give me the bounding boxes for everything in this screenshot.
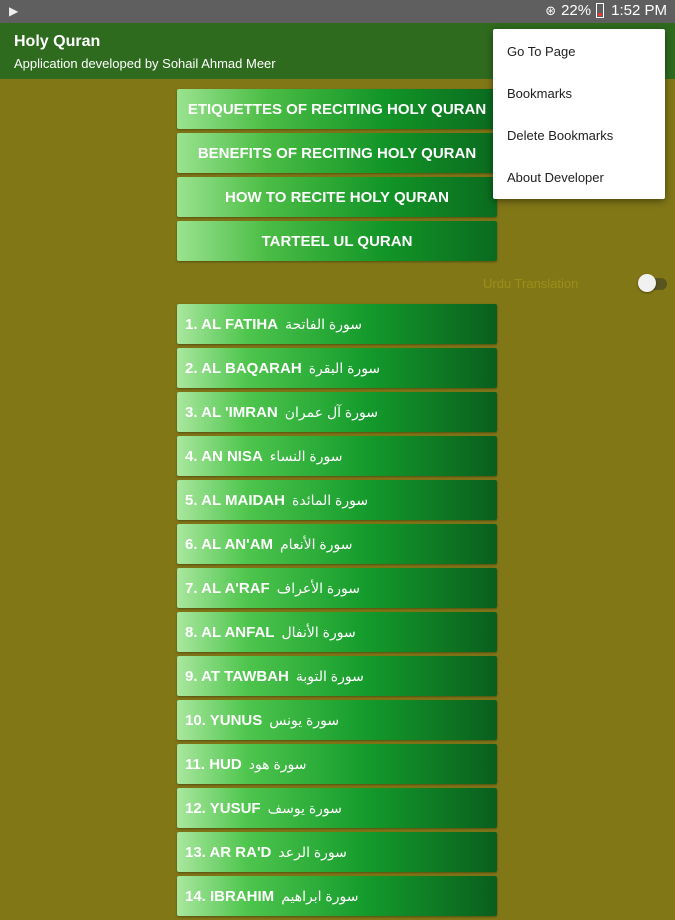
- translation-toggle-row: [483, 273, 673, 295]
- surah-arabic-name: سورة الرعد: [278, 843, 347, 860]
- surah-name: 1. AL FATIHA: [185, 315, 279, 333]
- surah-arabic-name: سورة التوبة: [295, 667, 364, 684]
- topic-button-how-to-recite[interactable]: HOW TO RECITE HOLY QURAN: [177, 177, 497, 217]
- surah-arabic-name: سورة ابراهيم: [281, 887, 359, 904]
- surah-arabic-name: سورة المائدة: [292, 491, 369, 508]
- menu-item-go-to-page[interactable]: Go To Page: [507, 43, 576, 59]
- surah-item[interactable]: [177, 832, 497, 872]
- battery-icon: [596, 3, 604, 18]
- surah-item[interactable]: [177, 744, 497, 784]
- surah-arabic-name: سورة الأنفال: [281, 623, 356, 640]
- play-icon: ▶: [9, 4, 19, 18]
- menu-item-about-developer[interactable]: About Developer: [507, 169, 604, 185]
- status-indicators: [545, 2, 667, 19]
- surah-item[interactable]: [177, 392, 497, 432]
- surah-name: 9. AT TAWBAH: [185, 667, 289, 685]
- surah-item[interactable]: [177, 436, 497, 476]
- app-title: Holy Quran: [14, 33, 101, 50]
- surah-name: 12. YUSUF: [185, 799, 261, 817]
- surah-name: 8. AL ANFAL: [185, 623, 275, 641]
- surah-name: 11. HUD: [185, 755, 242, 773]
- topic-button-benefits[interactable]: BENEFITS OF RECITING HOLY QURAN: [177, 133, 497, 173]
- surah-item[interactable]: [177, 304, 497, 344]
- translation-toggle-label: Urdu Translation: [483, 276, 579, 291]
- surah-name: 7. AL A'RAF: [185, 579, 270, 597]
- surah-item[interactable]: [177, 568, 497, 608]
- surah-item[interactable]: [177, 656, 497, 696]
- clock: 1:52 PM: [611, 2, 667, 19]
- menu-item-bookmarks[interactable]: Bookmarks: [507, 85, 573, 101]
- topic-button-etiquettes[interactable]: ETIQUETTES OF RECITING HOLY QURAN: [177, 89, 497, 129]
- surah-item[interactable]: [177, 524, 497, 564]
- wifi-icon: ⊛: [545, 2, 557, 18]
- surah-arabic-name: سورة آل عمران: [284, 403, 378, 420]
- surah-name: 5. AL MAIDAH: [185, 491, 286, 509]
- surah-name: 13. AR RA'D: [185, 843, 272, 861]
- surah-arabic-name: سورة البقرة: [308, 359, 381, 376]
- topic-button-tarteel[interactable]: TARTEEL UL QURAN: [177, 221, 497, 261]
- surah-arabic-name: سورة يوسف: [267, 799, 342, 816]
- surah-list: [177, 304, 497, 920]
- surah-name: 4. AN NISA: [185, 447, 263, 465]
- surah-name: 14. IBRAHIM: [185, 887, 275, 905]
- surah-arabic-name: سورة هود: [248, 755, 307, 772]
- surah-arabic-name: سورة النساء: [269, 447, 343, 464]
- surah-arabic-name: سورة الأنعام: [280, 535, 353, 552]
- overflow-menu: [493, 29, 665, 199]
- battery-level: 22%: [561, 2, 592, 19]
- surah-arabic-name: سورة الفاتحة: [285, 315, 362, 332]
- surah-name: 2. AL BAQARAH: [185, 359, 302, 377]
- surah-item[interactable]: [177, 348, 497, 388]
- surah-item[interactable]: [177, 480, 497, 520]
- app-subtitle: Application developed by Sohail Ahmad Meer: [14, 56, 276, 71]
- surah-item[interactable]: [177, 612, 497, 652]
- status-bar: [0, 0, 675, 23]
- surah-item[interactable]: [177, 788, 497, 828]
- surah-item[interactable]: [177, 876, 497, 916]
- surah-arabic-name: سورة يونس: [269, 711, 340, 728]
- surah-name: 6. AL AN'AM: [185, 535, 274, 553]
- surah-arabic-name: سورة الأعراف: [276, 579, 360, 596]
- menu-item-delete-bookmarks[interactable]: Delete Bookmarks: [507, 127, 614, 143]
- surah-name: 10. YUNUS: [185, 711, 263, 729]
- topics-list: [177, 89, 497, 265]
- translation-switch-thumb[interactable]: [638, 274, 656, 292]
- surah-item[interactable]: [177, 700, 497, 740]
- surah-name: 3. AL 'IMRAN: [185, 403, 278, 421]
